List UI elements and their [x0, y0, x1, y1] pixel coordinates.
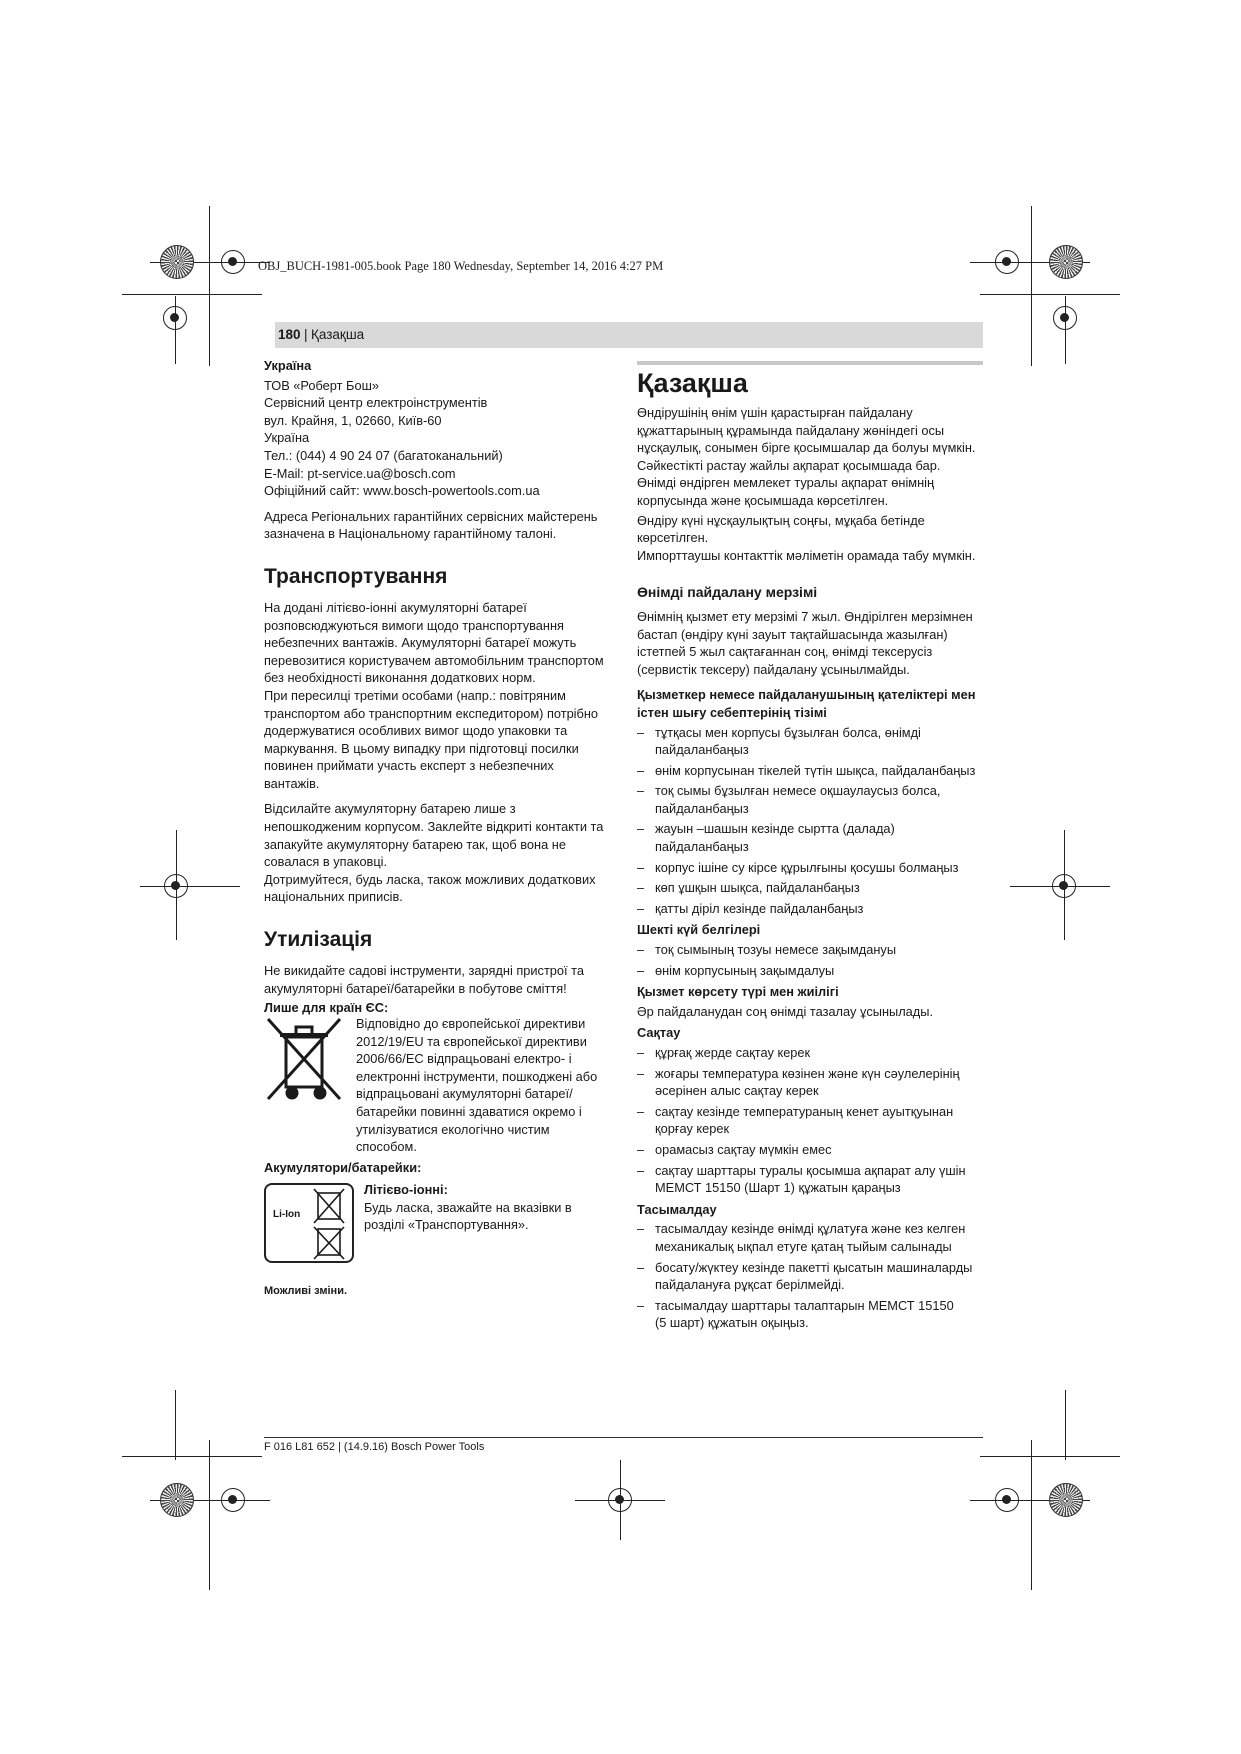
list-item: – тоқ сымы бұзылған немесе оқшаулаусыз болса, пайдаланбаңыз — [637, 782, 987, 817]
section-rule — [637, 361, 983, 365]
footer-rule — [264, 1437, 983, 1438]
text-line: нұсқаулық, сонымен бірге қосымшалар да болуы мүмкін. — [637, 440, 976, 456]
list-item: – тасымалдау шарттары талаптарын МЕМСТ 15150 (5 шарт) құжатын оқыңыз. — [637, 1297, 987, 1332]
text-line: розділі «Транспортування». — [364, 1217, 529, 1233]
text-line: істен шығу себептерінің тізімі — [637, 704, 827, 720]
registration-mark-icon — [1052, 874, 1076, 898]
text-line: перевозитися користувачем автомобільним транспортом — [264, 652, 604, 668]
list-item: – тоқ сымының тозуы немесе зақымдануы — [637, 941, 987, 959]
ukraine-title: Україна — [264, 358, 312, 373]
text-line: совалася в упаковці. — [264, 854, 388, 870]
text-line: Відповідно до європейської директиви — [356, 1016, 586, 1031]
text-line: 2006/66/EC відпрацьовані електро- і — [356, 1051, 572, 1067]
list-item: – орамасыз сақтау мүмкін емес — [637, 1141, 987, 1159]
registration-mark-icon — [221, 1488, 245, 1512]
ukraine-address — [264, 377, 624, 500]
text-line: Өндірушінің өнім үшін қарастырған пайдалану — [637, 405, 913, 420]
li-ion-recycling-icon — [264, 1183, 354, 1263]
page-number: 180 — [278, 327, 301, 342]
text-line: електронні інструменти, пошкоджені або — [356, 1068, 598, 1084]
batteries-heading: Акумулятори/батарейки: — [264, 1160, 422, 1175]
text-line: Не викидайте садові інструменти, зарядні пристрої та — [264, 963, 584, 979]
list-item: – сақтау кезінде температураның кенет ауытқуынан қорғау керек — [637, 1103, 987, 1138]
address-line: Сервісний центр електроінструментів — [264, 395, 488, 411]
list-item: – құрғақ жерде сақтау керек — [637, 1044, 987, 1062]
maintenance-heading: Қызмет көрсету түрі мен жиілігі — [637, 984, 839, 1000]
text-line: без необхідності виконання додаткових норм. — [264, 670, 536, 686]
list-item: – жауын –шашын кезінде сыртта (далада) пайдаланбаңыз — [637, 820, 987, 855]
errors-list — [637, 724, 987, 918]
service-life-heading: Өнімді пайдалану мерзімі — [637, 584, 818, 601]
transport-paragraph-1 — [264, 599, 624, 793]
kazakh-title: Қазақша — [637, 368, 748, 398]
address-line: Україна — [264, 430, 310, 446]
list-item: – қатты діріл кезінде пайдаланбаңыз — [637, 900, 987, 918]
text-line: маркування. В цьому випадку при підготовці посилки — [264, 740, 579, 756]
storage-list — [637, 1044, 987, 1197]
text-line: національних приписів. — [264, 889, 403, 905]
text-line: небезпечних вантажів. Акумуляторні батареї можуть — [264, 635, 577, 651]
text-line: утилізуватися екологічно чистим — [356, 1121, 550, 1137]
text-line: Өнімді өндірген мемлекет туралы ақпарат өнімнің — [637, 475, 935, 491]
text-line: Өнімнің қызмет ету мерзімі 7 жыл. Өндірілген мерзімнен — [637, 608, 973, 624]
list-item: – жоғары температура көзінен және күн сәулелерінің әсерінен алыс сақтау керек — [637, 1065, 987, 1100]
list-item: – тасымалдау кезінде өнімді құлатуға және кез келген механикалық ықпал етуге қатаң тыйым салынады — [637, 1220, 987, 1255]
text-line: корпусында және қосымшада көрсетілген. — [637, 492, 889, 508]
text-line: повинен приймати участь експерт з небезпечних — [264, 758, 554, 774]
website-link[interactable]: Офіційний сайт: www.bosch-powertools.com.ua — [264, 483, 540, 499]
registration-mark-icon — [995, 250, 1019, 274]
eu-only-label: Лише для країн ЄС: — [264, 1000, 389, 1016]
registration-mark-icon — [164, 874, 188, 898]
li-ion-label: Li-Ion — [273, 1209, 301, 1220]
page-header — [275, 322, 983, 348]
text-line: способом. — [356, 1139, 417, 1155]
page-footer: F 016 L81 652 | (14.9.16) Bosch Power Tools — [264, 1441, 485, 1453]
text-line: істетпей 5 жыл сақтағаннан соң, өнімді тексерусіз — [637, 644, 933, 660]
limit-state-heading: Шекті күй белгілері — [637, 922, 761, 938]
color-rosette-icon — [1049, 1483, 1083, 1517]
text-line: транспортом або транспортним експедитором) потрібно — [264, 705, 599, 721]
text-line: На додані літієво-іонні акумуляторні батареї — [264, 599, 527, 615]
text-line: Дотримуйтеся, будь ласка, також можливих додаткових — [264, 871, 596, 887]
text-line: непошкодженим корпусом. Заклейте відкриті контакти та — [264, 819, 604, 835]
text-line: батарейки повинні здаватися окремо і — [356, 1103, 582, 1119]
storage-heading: Сақтау — [637, 1025, 681, 1041]
text-line: вантажів. — [264, 775, 320, 791]
text-line: Будь ласка, зважайте на вказівки в — [364, 1199, 572, 1215]
print-slug: OBJ_BUCH-1981-005.book Page 180 Wednesday, September 14, 2016 4:27 PM — [258, 259, 664, 273]
intro-paragraph-2 — [637, 512, 987, 565]
text-line: бастап (өндіру күні зауыт тақтайшасында жазылған) — [637, 626, 948, 642]
crossed-out-bin-icon — [264, 1015, 344, 1105]
color-rosette-icon — [160, 245, 194, 279]
list-item: – өнім корпусының зақымдалуы — [637, 962, 987, 980]
text-line: құжаттарының құрамында пайдалану жөніндегі осы — [637, 422, 945, 438]
transport-paragraph-2 — [264, 800, 624, 906]
intro-paragraph — [637, 404, 987, 510]
address-line: вул. Крайня, 1, 02660, Київ-60 — [264, 412, 442, 428]
transportation-list — [637, 1220, 987, 1332]
weee-text — [356, 1015, 616, 1156]
text-line: Қызметкер немесе пайдаланушының қателіктері мен — [637, 687, 976, 703]
text-line: Өндіру күні нұсқаулықтың соңғы, мұқаба бетінде — [637, 512, 925, 528]
text-line: Відсилайте акумуляторну батарею лише з — [264, 801, 516, 817]
limit-state-list — [637, 941, 987, 979]
list-item: – корпус ішіне су кірсе құрылғыны қосушы болмаңыз — [637, 859, 987, 877]
right-column — [637, 368, 987, 1336]
header-language: Қазақша — [311, 327, 365, 342]
text-line: Импорттаушы контакттік мәліметін орамада табу мүмкін. — [637, 547, 976, 563]
disposal-paragraph — [264, 962, 624, 997]
text-line: көрсетілген. — [637, 530, 709, 546]
text-line: додержуватися особливих вимог щодо упаковки та — [264, 723, 568, 739]
transport-heading: Транспортування — [264, 564, 448, 588]
li-ion-title: Літієво-іонні: — [364, 1182, 448, 1197]
list-item: – өнім корпусынан тікелей түтін шықса, пайдаланбаңыз — [637, 762, 987, 780]
text-line: розповсюджуються вимоги щодо транспортування — [264, 617, 564, 633]
list-item: – тұтқасы мен корпусы бұзылған болса, өнімді пайдаланбаңыз — [637, 724, 987, 759]
text-line: акумуляторні батареї/батарейки в побутове сміття! — [264, 980, 567, 996]
registration-mark-icon — [608, 1488, 632, 1512]
text-line: (сервистік тексеру) пайдалану ұсынылмайды. — [637, 661, 910, 677]
text-line: Сәйкестікті растау жайлы ақпарат қосымшада бар. — [637, 457, 941, 473]
text-line: Адреса Регіональних гарантійних сервісних майстерень — [264, 508, 598, 524]
list-item: – босату/жүктеу кезінде пакетті қысатын машиналарды пайдалануға рұқсат берілмейді. — [637, 1259, 987, 1294]
list-item: – сақтау шарттары туралы қосымша ақпарат алу үшін МЕМСТ 15150 (Шарт 1) құжатын қараңыз — [637, 1162, 987, 1197]
text-line: зазначена в Національному гарантійному талоні. — [264, 526, 557, 542]
text-line: відпрацьовані акумуляторні батареї/ — [356, 1086, 573, 1102]
registration-mark-icon — [995, 1488, 1019, 1512]
errors-heading — [637, 686, 987, 721]
left-column — [264, 357, 624, 1017]
color-rosette-icon — [1049, 245, 1083, 279]
li-ion-text — [364, 1181, 624, 1234]
address-line: ТОВ «Роберт Бош» — [264, 377, 379, 393]
text-line: запакуйте акумуляторну батарею так, щоб вона не — [264, 836, 566, 852]
address-line: Тел.: (044) 4 90 24 07 (багатоканальний) — [264, 447, 503, 463]
transportation-heading: Тасымалдау — [637, 1201, 717, 1217]
changes-note: Можливі зміни. — [264, 1285, 348, 1297]
header-separator: | — [304, 327, 308, 342]
email-link[interactable]: E-Mail: pt-service.ua@bosch.com — [264, 465, 456, 481]
service-life-paragraph — [637, 608, 987, 678]
text-line: 2012/19/EU та європейської директиви — [356, 1033, 587, 1049]
color-rosette-icon — [160, 1483, 194, 1517]
disposal-heading: Утилізація — [264, 928, 373, 952]
text-line: При пересилці третіми особами (напр.: повітряним — [264, 687, 566, 703]
maintenance-paragraph: Әр пайдаланудан соң өнімді тазалау ұсынылады. — [637, 1003, 934, 1019]
registration-mark-icon — [221, 250, 245, 274]
ukraine-note — [264, 508, 624, 543]
list-item: – көп ұшқын шықса, пайдаланбаңыз — [637, 879, 987, 897]
